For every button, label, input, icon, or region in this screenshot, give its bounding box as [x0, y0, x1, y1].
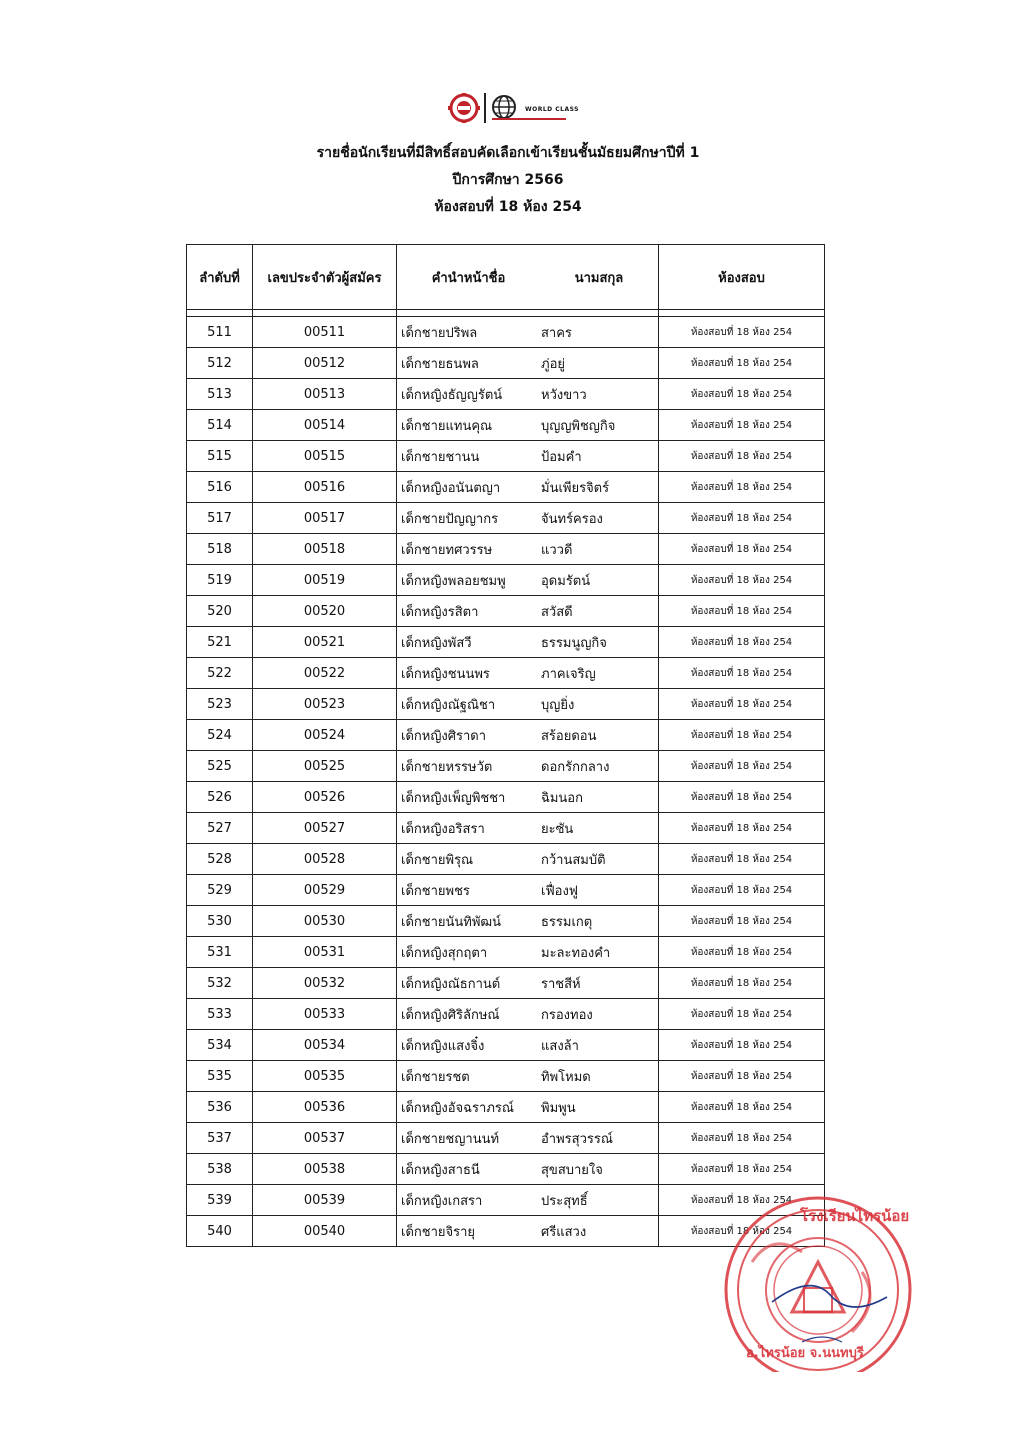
cell-name	[397, 503, 659, 534]
cell-room: ห้องสอบที่ 18 ห้อง 254	[659, 844, 825, 875]
cell-surname: อำพรสุวรรณ์	[541, 1131, 613, 1147]
cell-applicant-id: 00534	[253, 1030, 397, 1061]
table-row	[187, 937, 825, 968]
cell-room: ห้องสอบที่ 18 ห้อง 254	[659, 968, 825, 999]
cell-prefix-name: เด็กหญิงสุกฤตา	[401, 945, 488, 961]
cell-name	[397, 472, 659, 503]
header-no: ลำดับที่	[187, 245, 253, 310]
cell-name	[397, 1154, 659, 1185]
cell-room: ห้องสอบที่ 18 ห้อง 254	[659, 658, 825, 689]
cell-surname: ดอกรักกลาง	[541, 759, 610, 775]
cell-no: 518	[187, 534, 253, 565]
cell-no: 527	[187, 813, 253, 844]
cell-no: 529	[187, 875, 253, 906]
academic-year: ปีการศึกษา 2566	[452, 172, 564, 188]
world-class-text: WORLD CLASS	[525, 106, 579, 113]
cell-prefix-name: เด็กหญิงอนันตญา	[401, 480, 501, 496]
cell-surname: แสงล้า	[541, 1038, 579, 1054]
cell-applicant-id: 00521	[253, 627, 397, 658]
cell-applicant-id: 00531	[253, 937, 397, 968]
table-row	[187, 813, 825, 844]
header-room: ห้องสอบ	[659, 245, 825, 310]
spacer-row	[187, 310, 825, 317]
cell-applicant-id: 00520	[253, 596, 397, 627]
cell-name	[397, 999, 659, 1030]
cell-name	[397, 658, 659, 689]
cell-room: ห้องสอบที่ 18 ห้อง 254	[659, 534, 825, 565]
table-row	[187, 534, 825, 565]
cell-room: ห้องสอบที่ 18 ห้อง 254	[659, 503, 825, 534]
cell-prefix-name: เด็กหญิงอัจฉราภรณ์	[401, 1100, 514, 1116]
cell-name	[397, 751, 659, 782]
cell-prefix-name: เด็กชายปริพล	[401, 325, 478, 341]
cell-surname: ธรรมเกตุ	[541, 914, 593, 930]
cell-applicant-id: 00528	[253, 844, 397, 875]
table-row	[187, 348, 825, 379]
cell-no: 517	[187, 503, 253, 534]
cell-no: 511	[187, 317, 253, 348]
cell-room: ห้องสอบที่ 18 ห้อง 254	[659, 1123, 825, 1154]
header-logos	[0, 93, 1016, 123]
cell-surname: ประสุทธิ์	[541, 1193, 588, 1209]
cell-no: 520	[187, 596, 253, 627]
cell-surname: กรองทอง	[541, 1007, 593, 1023]
cell-surname: บุญยิ่ง	[541, 697, 575, 713]
cell-applicant-id: 00513	[253, 379, 397, 410]
cell-prefix-name: เด็กหญิงณัธกานต์	[401, 976, 501, 992]
document-header	[0, 140, 1016, 221]
cell-no: 531	[187, 937, 253, 968]
cell-prefix-name: เด็กชายนันทิพัฒน์	[401, 914, 502, 930]
cell-prefix-name: เด็กหญิงเพ็ญพิชชา	[401, 790, 506, 806]
cell-surname: เฟื่องฟู	[541, 883, 579, 899]
cell-prefix-name: เด็กหญิงณัฐณิชา	[401, 697, 496, 713]
cell-room: ห้องสอบที่ 18 ห้อง 254	[659, 565, 825, 596]
school-emblem-icon	[448, 93, 480, 123]
cell-room: ห้องสอบที่ 18 ห้อง 254	[659, 1092, 825, 1123]
cell-applicant-id: 00517	[253, 503, 397, 534]
cell-applicant-id: 00530	[253, 906, 397, 937]
cell-name	[397, 565, 659, 596]
cell-name	[397, 534, 659, 565]
cell-applicant-id: 00532	[253, 968, 397, 999]
cell-room: ห้องสอบที่ 18 ห้อง 254	[659, 999, 825, 1030]
cell-room: ห้องสอบที่ 18 ห้อง 254	[659, 472, 825, 503]
cell-no: 540	[187, 1216, 253, 1247]
cell-no: 512	[187, 348, 253, 379]
cell-name	[397, 1061, 659, 1092]
table-row	[187, 906, 825, 937]
cell-name	[397, 1123, 659, 1154]
cell-prefix-name: เด็กชายแทนคุณ	[401, 418, 493, 434]
cell-applicant-id: 00525	[253, 751, 397, 782]
cell-surname: ทิพโหมด	[541, 1069, 591, 1085]
cell-prefix-name: เด็กชายชานน	[401, 449, 480, 465]
cell-room: ห้องสอบที่ 18 ห้อง 254	[659, 1185, 825, 1216]
table-row	[187, 379, 825, 410]
table-row	[187, 658, 825, 689]
cell-prefix-name: เด็กชายพชร	[401, 883, 470, 899]
cell-applicant-id: 00533	[253, 999, 397, 1030]
cell-no: 528	[187, 844, 253, 875]
cell-room: ห้องสอบที่ 18 ห้อง 254	[659, 1216, 825, 1247]
cell-no: 513	[187, 379, 253, 410]
cell-name	[397, 844, 659, 875]
cell-name	[397, 906, 659, 937]
cell-name	[397, 410, 659, 441]
table-row	[187, 627, 825, 658]
cell-room: ห้องสอบที่ 18 ห้อง 254	[659, 751, 825, 782]
table-row	[187, 1123, 825, 1154]
cell-applicant-id: 00538	[253, 1154, 397, 1185]
cell-applicant-id: 00519	[253, 565, 397, 596]
table-row	[187, 720, 825, 751]
cell-applicant-id: 00539	[253, 1185, 397, 1216]
cell-name	[397, 875, 659, 906]
cell-prefix-name: เด็กหญิงศิริลักษณ์	[401, 1007, 500, 1023]
cell-surname: สวัสดี	[541, 604, 573, 620]
cell-no: 524	[187, 720, 253, 751]
cell-name	[397, 348, 659, 379]
cell-room: ห้องสอบที่ 18 ห้อง 254	[659, 937, 825, 968]
cell-no: 534	[187, 1030, 253, 1061]
cell-applicant-id: 00540	[253, 1216, 397, 1247]
divider	[484, 93, 486, 123]
cell-surname: ภู่อยู่	[541, 356, 565, 372]
cell-applicant-id: 00523	[253, 689, 397, 720]
cell-no: 523	[187, 689, 253, 720]
cell-name	[397, 317, 659, 348]
cell-surname: ยะซัน	[541, 821, 574, 837]
cell-surname: ศรีแสวง	[541, 1224, 587, 1240]
cell-surname: สาคร	[541, 325, 572, 341]
cell-prefix-name: เด็กชายรชต	[401, 1069, 470, 1085]
table-row	[187, 1030, 825, 1061]
cell-room: ห้องสอบที่ 18 ห้อง 254	[659, 906, 825, 937]
cell-no: 532	[187, 968, 253, 999]
cell-room: ห้องสอบที่ 18 ห้อง 254	[659, 627, 825, 658]
cell-prefix-name: เด็กหญิงอริสรา	[401, 821, 485, 837]
table-row	[187, 1092, 825, 1123]
school-seal-stamp-icon	[712, 1192, 924, 1372]
cell-no: 519	[187, 565, 253, 596]
cell-surname: อุดมรัตน์	[541, 573, 591, 589]
cell-prefix-name: เด็กหญิงศิราดา	[401, 728, 487, 744]
cell-room: ห้องสอบที่ 18 ห้อง 254	[659, 720, 825, 751]
exam-room-title: ห้องสอบที่ 18 ห้อง 254	[434, 199, 582, 215]
cell-no: 539	[187, 1185, 253, 1216]
header-surname: นามสกุล	[574, 270, 624, 286]
table-row	[187, 1154, 825, 1185]
cell-room: ห้องสอบที่ 18 ห้อง 254	[659, 875, 825, 906]
cell-applicant-id: 00518	[253, 534, 397, 565]
cell-room: ห้องสอบที่ 18 ห้อง 254	[659, 813, 825, 844]
cell-room: ห้องสอบที่ 18 ห้อง 254	[659, 348, 825, 379]
cell-no: 525	[187, 751, 253, 782]
cell-no: 537	[187, 1123, 253, 1154]
cell-room: ห้องสอบที่ 18 ห้อง 254	[659, 1030, 825, 1061]
cell-applicant-id: 00535	[253, 1061, 397, 1092]
table-row	[187, 472, 825, 503]
cell-prefix-name: เด็กชายธนพล	[401, 356, 479, 372]
cell-prefix-name: เด็กหญิงเกสรา	[401, 1193, 483, 1209]
student-roster-table	[186, 244, 825, 1247]
header-prefix-name: คำนำหน้าชื่อ	[431, 270, 506, 286]
cell-no: 515	[187, 441, 253, 472]
cell-applicant-id: 00514	[253, 410, 397, 441]
table-row	[187, 1061, 825, 1092]
cell-prefix-name: เด็กหญิงพัสวี	[401, 635, 472, 651]
cell-prefix-name: เด็กหญิงชนนพร	[401, 666, 490, 682]
cell-room: ห้องสอบที่ 18 ห้อง 254	[659, 317, 825, 348]
cell-applicant-id: 00512	[253, 348, 397, 379]
table-row	[187, 689, 825, 720]
cell-no: 521	[187, 627, 253, 658]
cell-surname: ป้อมคำ	[541, 449, 582, 465]
cell-prefix-name: เด็กชายทศวรรษ	[401, 542, 493, 558]
cell-name	[397, 813, 659, 844]
table-row	[187, 565, 825, 596]
table-row	[187, 751, 825, 782]
cell-name	[397, 1216, 659, 1247]
cell-prefix-name: เด็กหญิงรสิตา	[401, 604, 479, 620]
seal-text-top: โรงเรียนไทรน้อย	[800, 1207, 910, 1225]
cell-surname: สุขสบายใจ	[541, 1162, 603, 1178]
cell-name	[397, 689, 659, 720]
cell-no: 535	[187, 1061, 253, 1092]
cell-applicant-id: 00527	[253, 813, 397, 844]
cell-surname: พิมพูน	[541, 1100, 576, 1116]
cell-prefix-name: เด็กหญิงแสงจิ๋ง	[401, 1038, 485, 1054]
cell-surname: หวังขาว	[541, 387, 587, 403]
header-applicant-id: เลขประจำตัวผู้สมัคร	[253, 245, 397, 310]
cell-room: ห้องสอบที่ 18 ห้อง 254	[659, 782, 825, 813]
table-row	[187, 441, 825, 472]
cell-surname: ภาคเจริญ	[541, 666, 596, 682]
table-row	[187, 782, 825, 813]
cell-name	[397, 379, 659, 410]
cell-no: 536	[187, 1092, 253, 1123]
cell-applicant-id: 00526	[253, 782, 397, 813]
cell-applicant-id: 00511	[253, 317, 397, 348]
cell-surname: ราชสีห์	[541, 976, 581, 992]
cell-name	[397, 441, 659, 472]
cell-no: 538	[187, 1154, 253, 1185]
table-body	[187, 310, 825, 1247]
cell-prefix-name: เด็กหญิงสาธนี	[401, 1162, 480, 1178]
cell-prefix-name: เด็กชายหรรษวัต	[401, 759, 493, 775]
cell-name	[397, 968, 659, 999]
cell-room: ห้องสอบที่ 18 ห้อง 254	[659, 1154, 825, 1185]
cell-room: ห้องสอบที่ 18 ห้อง 254	[659, 379, 825, 410]
cell-no: 530	[187, 906, 253, 937]
cell-surname: ฉิมนอก	[541, 790, 583, 806]
cell-surname: สร้อยดอน	[541, 728, 597, 744]
table-header-row	[187, 245, 825, 310]
cell-prefix-name: เด็กชายพิรุณ	[401, 852, 474, 868]
table-row	[187, 968, 825, 999]
cell-room: ห้องสอบที่ 18 ห้อง 254	[659, 596, 825, 627]
cell-name	[397, 1092, 659, 1123]
cell-room: ห้องสอบที่ 18 ห้อง 254	[659, 1061, 825, 1092]
cell-applicant-id: 00515	[253, 441, 397, 472]
seal-text-bottom: อ.ไทรน้อย จ.นนทบุรี	[746, 1346, 864, 1361]
cell-applicant-id: 00522	[253, 658, 397, 689]
header-name	[397, 245, 659, 310]
cell-name	[397, 1030, 659, 1061]
cell-room: ห้องสอบที่ 18 ห้อง 254	[659, 410, 825, 441]
cell-applicant-id: 00536	[253, 1092, 397, 1123]
cell-room: ห้องสอบที่ 18 ห้อง 254	[659, 441, 825, 472]
cell-surname: มั่นเพียรจิตร์	[541, 480, 610, 496]
cell-no: 514	[187, 410, 253, 441]
table-row	[187, 875, 825, 906]
table-row	[187, 999, 825, 1030]
cell-surname: บุญญพิชญกิจ	[541, 418, 616, 434]
cell-no: 526	[187, 782, 253, 813]
cell-prefix-name: เด็กชายจิรายุ	[401, 1224, 476, 1240]
table-row	[187, 596, 825, 627]
cell-name	[397, 627, 659, 658]
cell-applicant-id: 00537	[253, 1123, 397, 1154]
cell-name	[397, 1185, 659, 1216]
cell-prefix-name: เด็กหญิงพลอยชมพู	[401, 573, 506, 589]
cell-name	[397, 596, 659, 627]
cell-no: 516	[187, 472, 253, 503]
document-title: รายชื่อนักเรียนที่มีสิทธิ์สอบคัดเลือกเข้าเรียนชั้นมัธยมศึกษาปีที่ 1	[316, 145, 700, 161]
table-row	[187, 503, 825, 534]
cell-surname: ธรรมนูญกิจ	[541, 635, 607, 651]
cell-applicant-id: 00524	[253, 720, 397, 751]
cell-prefix-name: เด็กหญิงธัญญรัตน์	[401, 387, 503, 403]
cell-name	[397, 720, 659, 751]
table-row	[187, 317, 825, 348]
table-row	[187, 844, 825, 875]
cell-room: ห้องสอบที่ 18 ห้อง 254	[659, 689, 825, 720]
cell-surname: แววดี	[541, 542, 573, 558]
table-row	[187, 410, 825, 441]
cell-prefix-name: เด็กชายปัญญากร	[401, 511, 499, 527]
cell-name	[397, 937, 659, 968]
cell-surname: มะละทองคำ	[541, 945, 611, 961]
cell-surname: จันทร์ครอง	[541, 511, 603, 527]
cell-no: 522	[187, 658, 253, 689]
cell-prefix-name: เด็กชายชญานนท์	[401, 1131, 500, 1147]
cell-applicant-id: 00516	[253, 472, 397, 503]
cell-name	[397, 782, 659, 813]
cell-applicant-id: 00529	[253, 875, 397, 906]
cell-no: 533	[187, 999, 253, 1030]
cell-surname: กว้านสมบัติ	[541, 852, 606, 868]
